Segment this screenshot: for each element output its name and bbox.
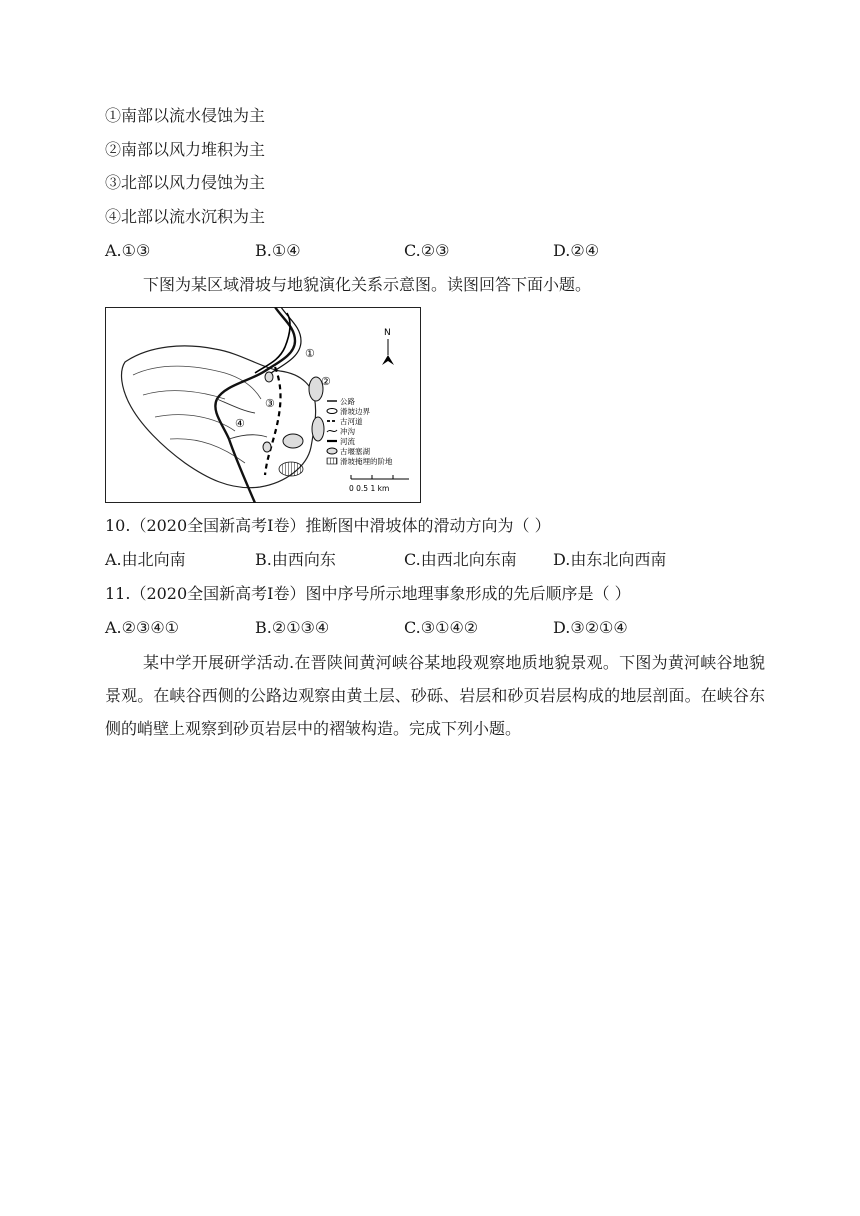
map-intro: 下图为某区域滑坡与地貌演化关系示意图。读图回答下面小题。	[143, 275, 592, 294]
statement-3: ③北部以风力侵蚀为主	[105, 173, 266, 192]
prev-option-d: D.②④	[553, 241, 600, 260]
legend-gully: 冲沟	[340, 427, 355, 436]
q10-option-d: D.由东北向西南	[553, 550, 667, 569]
map-label-4: ④	[235, 417, 245, 430]
q11-option-c: C.③①④②	[404, 618, 479, 637]
q11-option-b: B.②①③④	[255, 618, 330, 637]
statement-2: ②南部以风力堆积为主	[105, 140, 266, 159]
prev-option-c: C.②③	[404, 241, 450, 260]
next-section-intro: 某中学开展研学活动.在晋陕间黄河峡谷某地段观察地质地貌景观。下图为黄河峡谷地貌景观。在峡谷西侧的公路边观察由黄土层、砂砾、岩层和砂页岩层构成的地层剖面。在峡谷东侧的峭壁上观察到砂页岩层中的褶皱构造。完成下列小题。	[105, 653, 765, 738]
map-label-2: ②	[321, 375, 331, 388]
prev-option-b: B.①④	[255, 241, 301, 260]
q10-option-c: C.由西北向东南	[404, 550, 517, 569]
q10-option-b: B.由西向东	[255, 550, 336, 569]
question-10-stem: 10.（2020全国新高考I卷）推断图中滑坡体的滑动方向为（ ）	[105, 516, 551, 535]
landslide-map	[105, 307, 421, 503]
legend-ancient-channel: 古河道	[340, 417, 363, 426]
q11-option-a: A.②③④①	[105, 618, 180, 637]
scale-bar-label: 0 0.5 1 km	[349, 484, 390, 493]
legend-slide-boundary: 滑坡边界	[340, 407, 370, 416]
north-label: N	[384, 328, 391, 338]
statement-1: ①南部以流水侵蚀为主	[105, 106, 266, 125]
legend-river: 河流	[340, 437, 355, 446]
statement-4: ④北部以流水沉积为主	[105, 207, 266, 226]
q11-option-d: D.③②①④	[553, 618, 628, 637]
question-11-stem: 11.（2020全国新高考I卷）图中序号所示地理事象形成的先后顺序是（ ）	[105, 584, 631, 603]
legend-dammed-lake: 古堰塞湖	[340, 447, 370, 456]
map-label-3: ③	[265, 397, 275, 410]
map-label-1: ①	[305, 347, 315, 360]
q10-option-a: A.由北向南	[105, 550, 186, 569]
legend-buried-terrace: 滑坡掩埋的阶地	[340, 457, 393, 466]
legend-road: 公路	[340, 397, 355, 406]
prev-option-a: A.①③	[105, 241, 151, 260]
